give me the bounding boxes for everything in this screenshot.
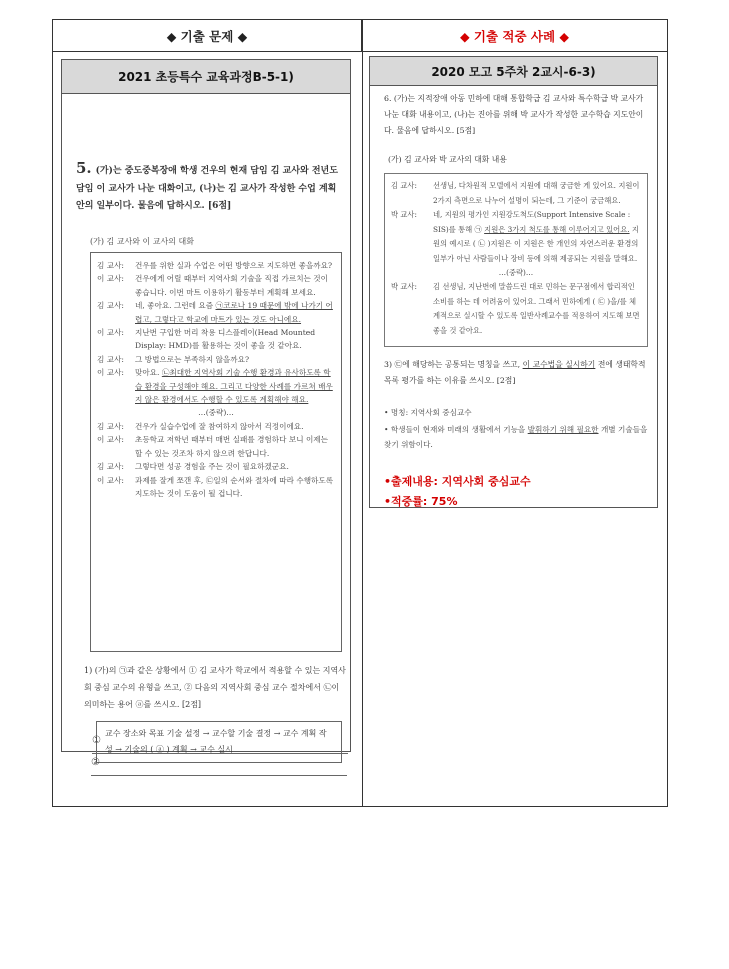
hit-case-card xyxy=(369,56,658,508)
dialog-line xyxy=(97,272,335,299)
question-number: 5. xyxy=(76,159,92,177)
column-divider xyxy=(362,20,363,806)
utterance: 건우에게 어릴 때부터 지역사회 기술을 직접 가르치는 것이 좋습니다. 이번 마트 이용하기 활동부터 계획해 보세요. xyxy=(135,274,328,297)
dialog-line xyxy=(97,460,335,473)
underlined-text: 발휘하기 위해 필요한 xyxy=(527,425,599,434)
sub-question-3 xyxy=(384,357,650,389)
answer-text: 개별 기술들을 찾기 위함이다. xyxy=(384,425,648,449)
question-stem xyxy=(76,160,340,216)
utterance: 초등학교 저학년 때부터 매번 실패를 경험하다 보니 이제는 할 수 있는 것조차 하지 않으려 한답니다. xyxy=(135,435,328,458)
past-exam-card xyxy=(61,59,351,752)
past-exam-title: 2021 초등특수 교육과정B-5-1) xyxy=(62,60,350,94)
dialog-line xyxy=(391,208,641,266)
utterance xyxy=(135,299,335,326)
utterance: 그렇다면 성공 경험을 주는 것이 필요하겠군요. xyxy=(135,462,289,472)
comparison-table xyxy=(52,19,668,807)
answer-line-1: ① xyxy=(92,735,348,754)
speaker: 김 교사: xyxy=(97,421,124,431)
dialog-line xyxy=(97,259,335,272)
underlined-text: 이 교수법을 실시하기 xyxy=(522,360,596,369)
utterance-text: 맞아요. xyxy=(135,368,162,378)
speaker: 김 교사: xyxy=(97,261,124,270)
utterance: 과제를 잘게 쪼갠 후, ㉢일의 순서와 절차에 따라 수행하도록 지도하는 것이 도움이 될 겁니다. xyxy=(135,475,334,498)
hit-case-title: 2020 모고 5주차 2교시-6-3) xyxy=(370,57,657,86)
dialog-box xyxy=(384,173,648,347)
dialog-line xyxy=(97,433,335,460)
omission-mark: …(중략)… xyxy=(498,268,534,277)
underlined-text: ㉡최대한 지역사회 기술 수행 환경과 유사하도록 학습 환경을 구성해야 해요. 그리고 다양한 사례를 가르쳐 배우지 않은 환경에서도 수행할 수 있도록 계획해야 해요. xyxy=(135,368,333,405)
dialog-line xyxy=(97,299,335,326)
utterance: 그 방법으로는 부족하지 않을까요? xyxy=(135,354,250,364)
answer-text: • 학생들이 현재와 미래의 생활에서 기능을 xyxy=(384,425,528,434)
procedure-box: 교수 장소와 목표 기술 설정 → 교수할 기술 결정 → 교수 계획 작성 → 기술의 ( ⓐ ) 계획 → 교수 실시 xyxy=(96,721,342,763)
dialog-label: (가) 김 교사와 박 교사의 대화 내용 xyxy=(388,155,507,164)
answer-line-2: ② xyxy=(91,757,347,776)
dialog-label: (가) 김 교사와 이 교사의 대화 xyxy=(90,237,194,246)
question-text: 전에 생태학적 목록 평가를 하는 이유를 쓰시오. [2점] xyxy=(384,360,646,385)
utterance: 지난번 구입한 머리 착용 디스플레이(Head Mounted Display: HMD)를 활용하는 것이 좋을 것 같아요. xyxy=(135,328,316,351)
dialog-line xyxy=(97,474,335,501)
hit-rate-label: •적중률: 75% xyxy=(384,495,458,508)
exam-content-label: •출제내용: 지역사회 중심교수 xyxy=(384,475,531,488)
question-text: 6. (가)는 지적장애 아동 민하에 대해 통합학급 김 교사와 특수학급 박 교사가 나눈 대화 내용이고, (나)는 진아를 위해 박 교사가 작성한 교수학습 지도안이다. 물음에 답하시오. [5점] xyxy=(384,94,644,135)
utterance xyxy=(135,366,335,406)
speaker: 이 교사: xyxy=(97,435,124,445)
speaker: 박 교사: xyxy=(391,210,417,219)
utterance: 건우를 위한 실과 수업은 어떤 방향으로 지도하면 좋을까요? xyxy=(135,261,333,270)
speaker: 김 교사: xyxy=(97,301,124,311)
speaker: 박 교사: xyxy=(391,282,417,291)
speaker: 김 교사: xyxy=(391,181,417,190)
utterance xyxy=(433,208,641,266)
utterance-text: 네, 지원의 평가인 지원강도척도(Support Intensive Scale : SIS)를 통해 ㉠ xyxy=(433,210,631,234)
dialog-box xyxy=(90,252,342,652)
speaker: 이 교사: xyxy=(97,475,124,485)
underlined-text: 지원은 3가지 척도를 통해 이루어지고 있어요. xyxy=(484,224,630,234)
header-hit-case: ◆ 기출 적중 사례 ◆ xyxy=(362,20,667,52)
dialog-line xyxy=(97,420,335,433)
speaker: 이 교사: xyxy=(97,274,124,284)
utterance: 선생님, 다차원적 모델에서 지원에 대해 궁금한 게 있어요. 지원이 2가지 측면으로 나누어 설명이 되는데, 그 기준이 궁금해요. xyxy=(433,181,640,205)
dialog-line xyxy=(97,366,335,406)
speaker: 김 교사: xyxy=(97,354,124,364)
question-text: 3) ㉢에 해당하는 공통되는 명칭을 쓰고, xyxy=(384,360,523,369)
speaker: 이 교사: xyxy=(97,328,124,338)
dialog-line xyxy=(97,326,335,353)
speaker: 김 교사: xyxy=(97,462,124,472)
utterance-text: 지원의 예시로 ( ㉡ )지원은 이 지원은 한 개인의 자연스러운 환경의 일부가 아닌 사람들이나 장비 등에 의해 제공되는 지원을 말해요. xyxy=(433,224,639,263)
dialog-line xyxy=(391,280,641,338)
omission-mark: …(중략)… xyxy=(198,408,234,418)
question-text: (가)는 중도중복장애 학생 건우의 현재 담임 김 교사와 전년도 담임 이 교사가 나눈 대화이고, (나)는 김 교사가 작성한 수업 계획안의 일부이다. 물음에 답하시오. [6점] xyxy=(76,166,338,211)
sub-question-1: 1) (가)의 ㉠과 같은 상황에서 ① 김 교사가 학교에서 적용할 수 있는 지역사회 중심 교수의 유형을 쓰고, ② 다음의 지역사회 중심 교수 절차에서 ㉡이 의미하는 용어 ⓐ를 쓰시오. [2점] xyxy=(84,666,346,709)
utterance: 건우가 실습수업에 잘 참여하지 않아서 걱정이에요. xyxy=(135,421,304,431)
speaker: 이 교사: xyxy=(97,368,124,378)
dialog-line xyxy=(97,353,335,366)
utterance-text: 네, 좋아요. 그런데 요즘 xyxy=(135,301,216,311)
answer-reason-bullet xyxy=(384,422,652,452)
answer-name-bullet: • 명칭: 지역사회 중심교수 xyxy=(384,408,472,417)
header-past-exam: ◆ 기출 문제 ◆ xyxy=(53,20,362,52)
utterance: 김 선생님, 지난번에 말씀드린 대로 민하는 문구점에서 합리적인 소비를 하는 데 어려움이 있어요. 그래서 민하에게 ( ㉢ )을/를 체계적으로 실시할 수 있도록 일반사례교수를 적용하여 지도해 보면 좋을 것 같아요. xyxy=(433,282,640,335)
underlined-text: ㉠코로나 19 때문에 밖에 나가기 어렵고, 그렇다고 학교에 마트가 있는 것도 아니에요. xyxy=(135,301,333,324)
dialog-line xyxy=(391,179,641,208)
